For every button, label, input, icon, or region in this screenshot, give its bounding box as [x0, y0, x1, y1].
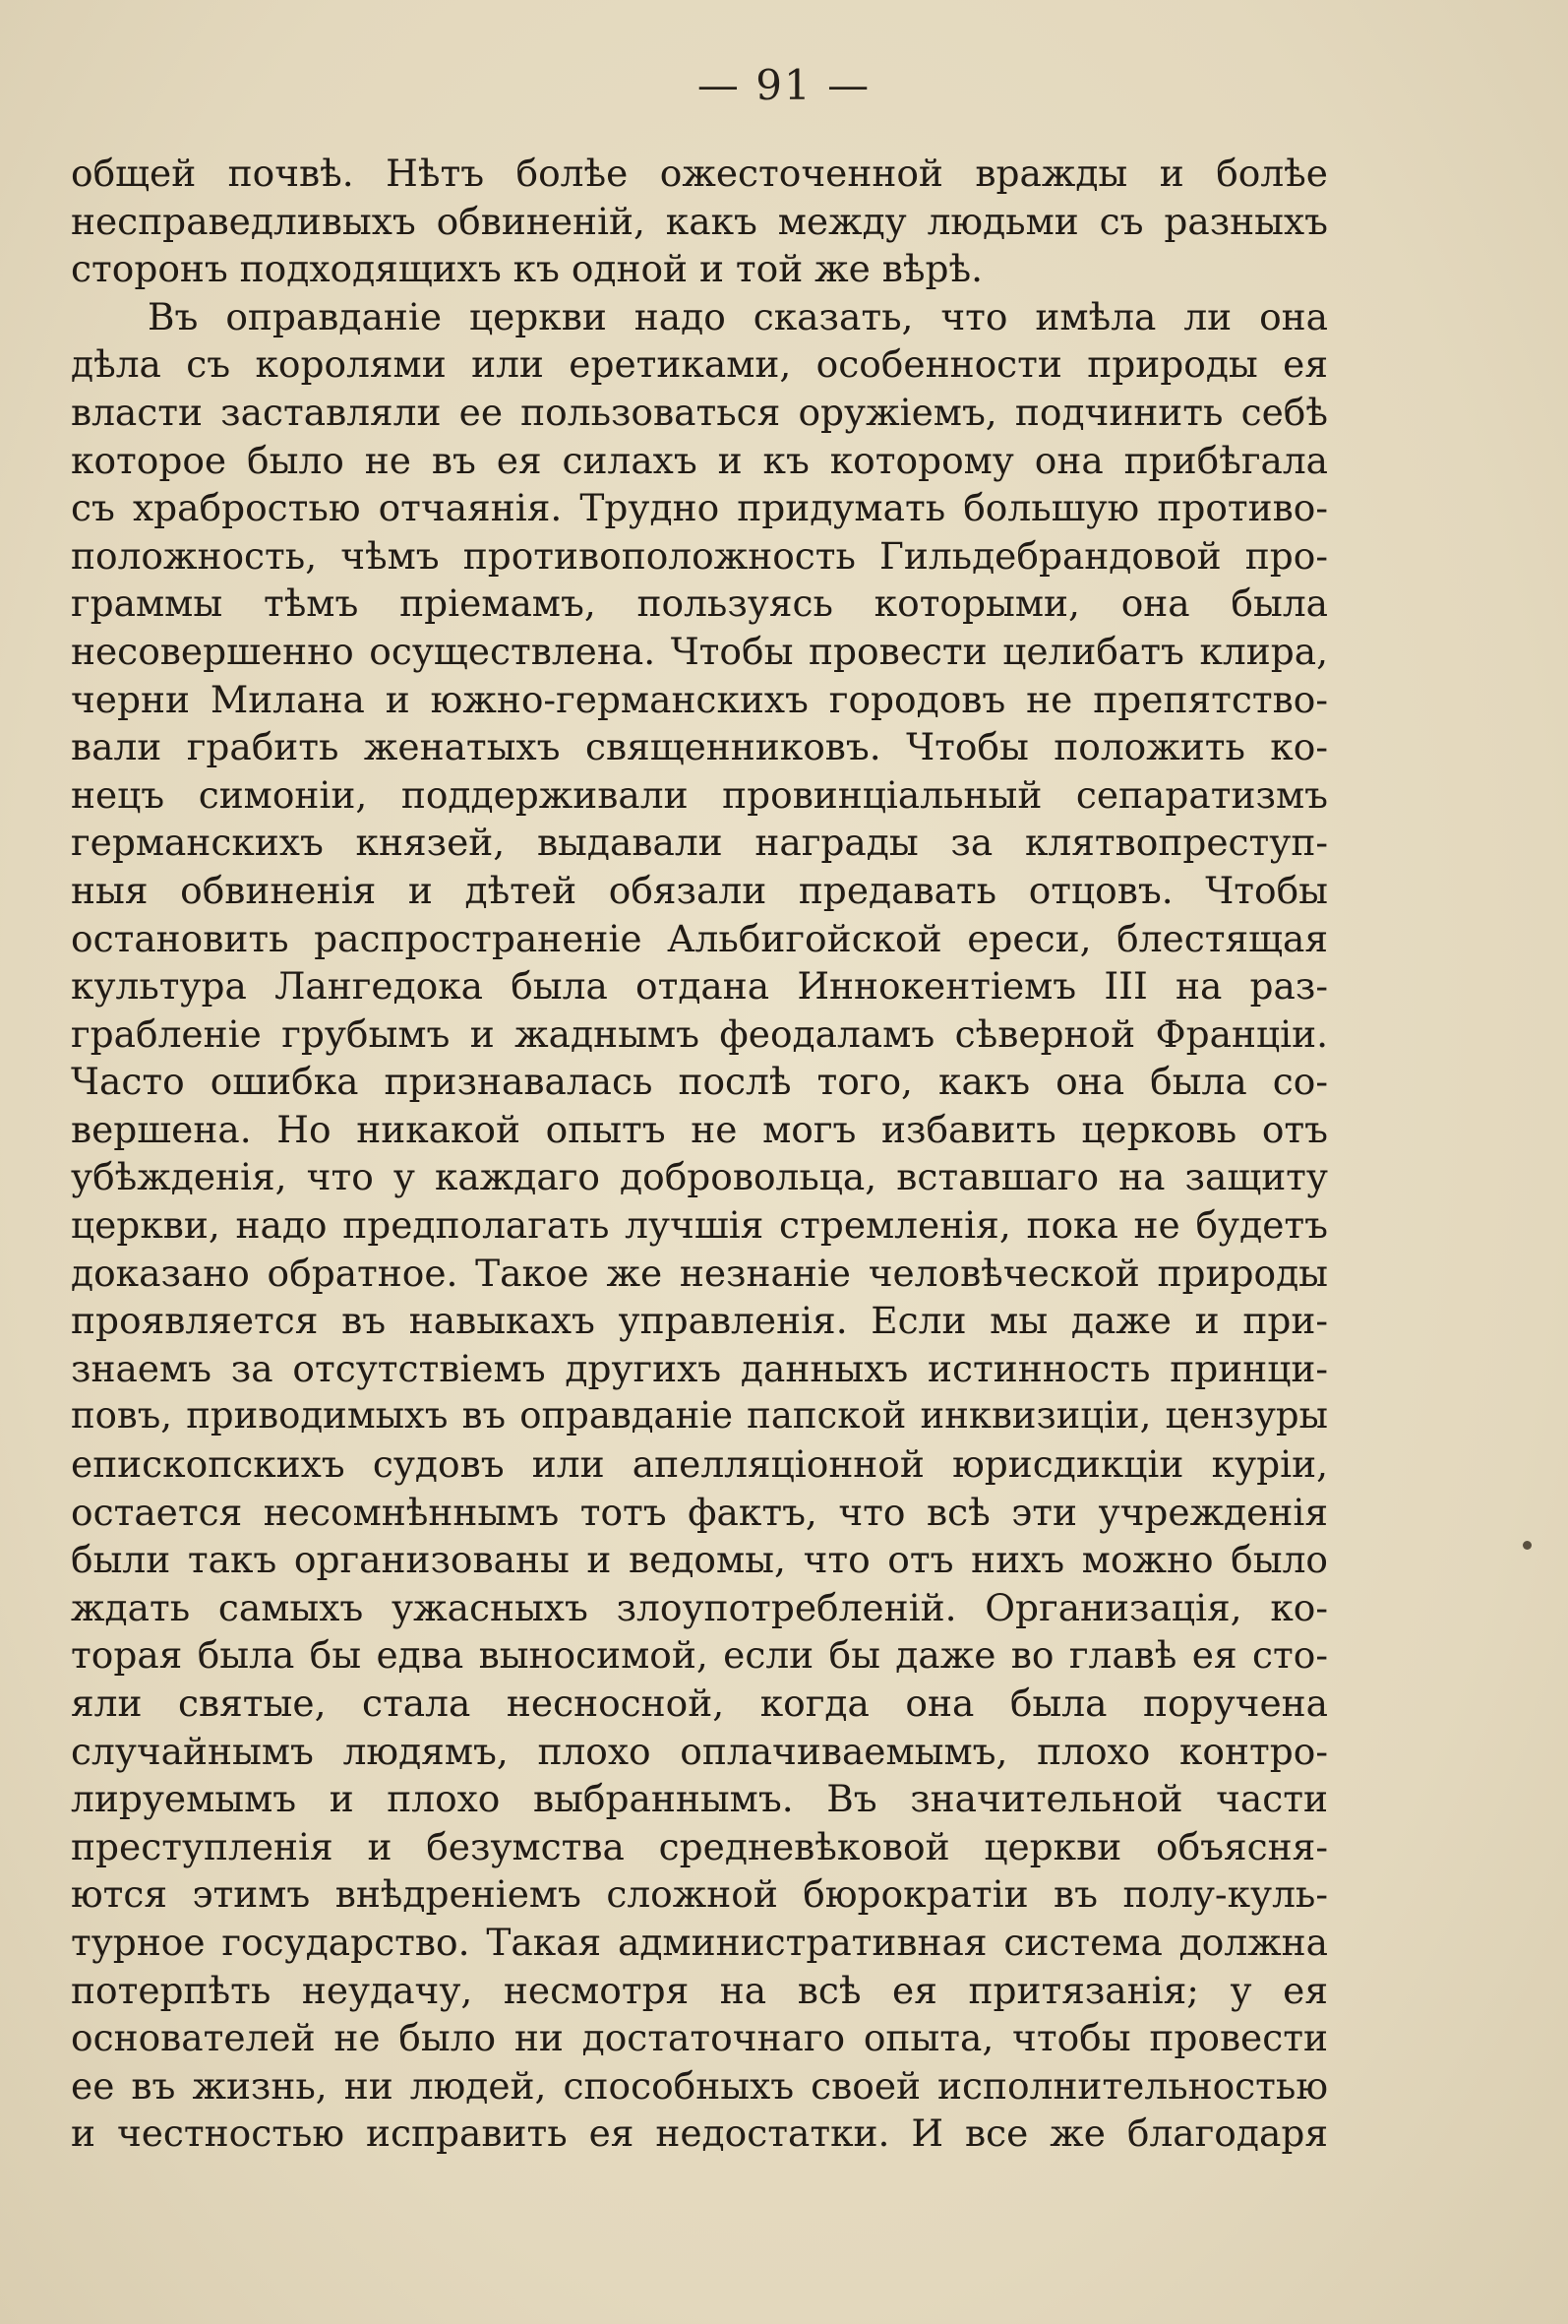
text-line: вершена. Но никакой опытъ не могъ избавить церковь отъ — [71, 1107, 1328, 1151]
text-line: общей почвѣ. Нѣтъ болѣе ожесточенной вражды и болѣе — [71, 152, 1328, 195]
ink-spot — [1523, 1541, 1532, 1550]
text-line: доказано обратное. Такое же незнаніе человѣческой природы — [71, 1251, 1328, 1295]
text-line: съ храбростью отчаянія. Трудно придумать большую противо- — [71, 486, 1328, 530]
text-line: остановить распространеніе Альбигойской ереси, блестящая — [71, 916, 1328, 960]
text-line: ждать самыхъ ужасныхъ злоупотребленій. Организація, ко- — [71, 1585, 1328, 1629]
text-line: культура Лангедока была отдана Иннокентіемъ III на раз- — [71, 964, 1328, 1009]
text-line: грабленіе грубымъ и жаднымъ феодаламъ сѣверной Франціи. — [71, 1011, 1328, 1056]
text-line: черни Милана и южно-германскихъ городовъ не препятство- — [71, 677, 1328, 721]
text-line: были такъ организованы и ведомы, что отъ нихъ можно было — [71, 1538, 1328, 1582]
text-line: власти заставляли ее пользоваться оружіемъ, подчинить себѣ — [71, 390, 1328, 434]
text-line: дѣла съ королями или еретиками, особенности природы ея — [71, 342, 1328, 387]
text-line: вали грабить женатыхъ священниковъ. Чтобы положить ко- — [71, 725, 1328, 769]
text-line: несправедливыхъ обвиненій, какъ между людьми съ разныхъ — [71, 199, 1328, 243]
text-line: ются этимъ внѣдреніемъ сложной бюрократіи въ полу-куль- — [71, 1872, 1328, 1917]
text-line: случайнымъ людямъ, плохо оплачиваемымъ, плохо контро- — [71, 1729, 1328, 1773]
text-line: ее въ жизнь, ни людей, способныхъ своей исполнительностью — [71, 2063, 1328, 2108]
body-text — [71, 150, 1328, 2158]
text-line: ныя обвиненія и дѣтей обязали предавать отцовъ. Чтобы — [71, 868, 1328, 912]
text-line: турное государство. Такая административная система должна — [71, 1920, 1328, 1964]
text-line: Часто ошибка признавалась послѣ того, какъ она была со- — [71, 1060, 1328, 1104]
text-line: епископскихъ судовъ или апелляціонной юрисдикціи куріи, — [71, 1442, 1328, 1487]
text-line: повъ, приводимыхъ въ оправданіе папской инквизиціи, цензуры — [71, 1394, 1328, 1437]
text-line: преступленія и безумства средневѣковой церкви объясня- — [71, 1824, 1328, 1868]
text-line: несовершенно осуществлена. Чтобы провести целибатъ клира, — [71, 629, 1328, 673]
text-line: остается несомнѣннымъ тотъ фактъ, что всѣ эти учрежденія — [71, 1490, 1328, 1534]
text-line: которое было не въ ея силахъ и къ которому она прибѣгала — [71, 438, 1328, 482]
page-number: — 91 — — [696, 61, 872, 109]
text-line: и честностью исправить ея недостатки. И все же благодаря — [71, 2111, 1328, 2156]
text-line: граммы тѣмъ пріемамъ, пользуясь которыми, она была — [71, 581, 1328, 626]
text-line: основателей не было ни достаточнаго опыта, чтобы провести — [71, 2016, 1328, 2060]
text-line: церкви, надо предполагать лучшія стремленія, пока не будетъ — [71, 1203, 1328, 1248]
text-line: торая была бы едва выносимой, если бы даже во главѣ ея сто- — [71, 1633, 1328, 1678]
text-line: знаемъ за отсутствіемъ другихъ данныхъ истинность принци- — [71, 1346, 1328, 1390]
text-line: положность, чѣмъ противоположность Гильдебрандовой про- — [71, 533, 1328, 578]
text-line: яли святые, стала несносной, когда она была поручена — [71, 1682, 1328, 1725]
text-line: сторонъ подходящихъ къ одной и той же вѣрѣ. — [71, 247, 983, 291]
text-line: потерпѣть неудачу, несмотря на всѣ ея притязанія; у ея — [71, 1968, 1328, 2012]
text-line: убѣжденія, что у каждаго добровольца, вставшаго на защиту — [71, 1155, 1328, 1199]
text-line: проявляется въ навыкахъ управленія. Если мы даже и при- — [71, 1299, 1328, 1343]
text-line: Въ оправданіе церкви надо сказать, что имѣла ли она — [148, 294, 1328, 338]
text-line: лируемымъ и плохо выбраннымъ. Въ значительной части — [71, 1777, 1328, 1821]
text-line: германскихъ князей, выдавали награды за клятвопреступ- — [71, 821, 1328, 865]
text-line: нецъ симоніи, поддерживали провинціальный сепаратизмъ — [71, 772, 1328, 817]
